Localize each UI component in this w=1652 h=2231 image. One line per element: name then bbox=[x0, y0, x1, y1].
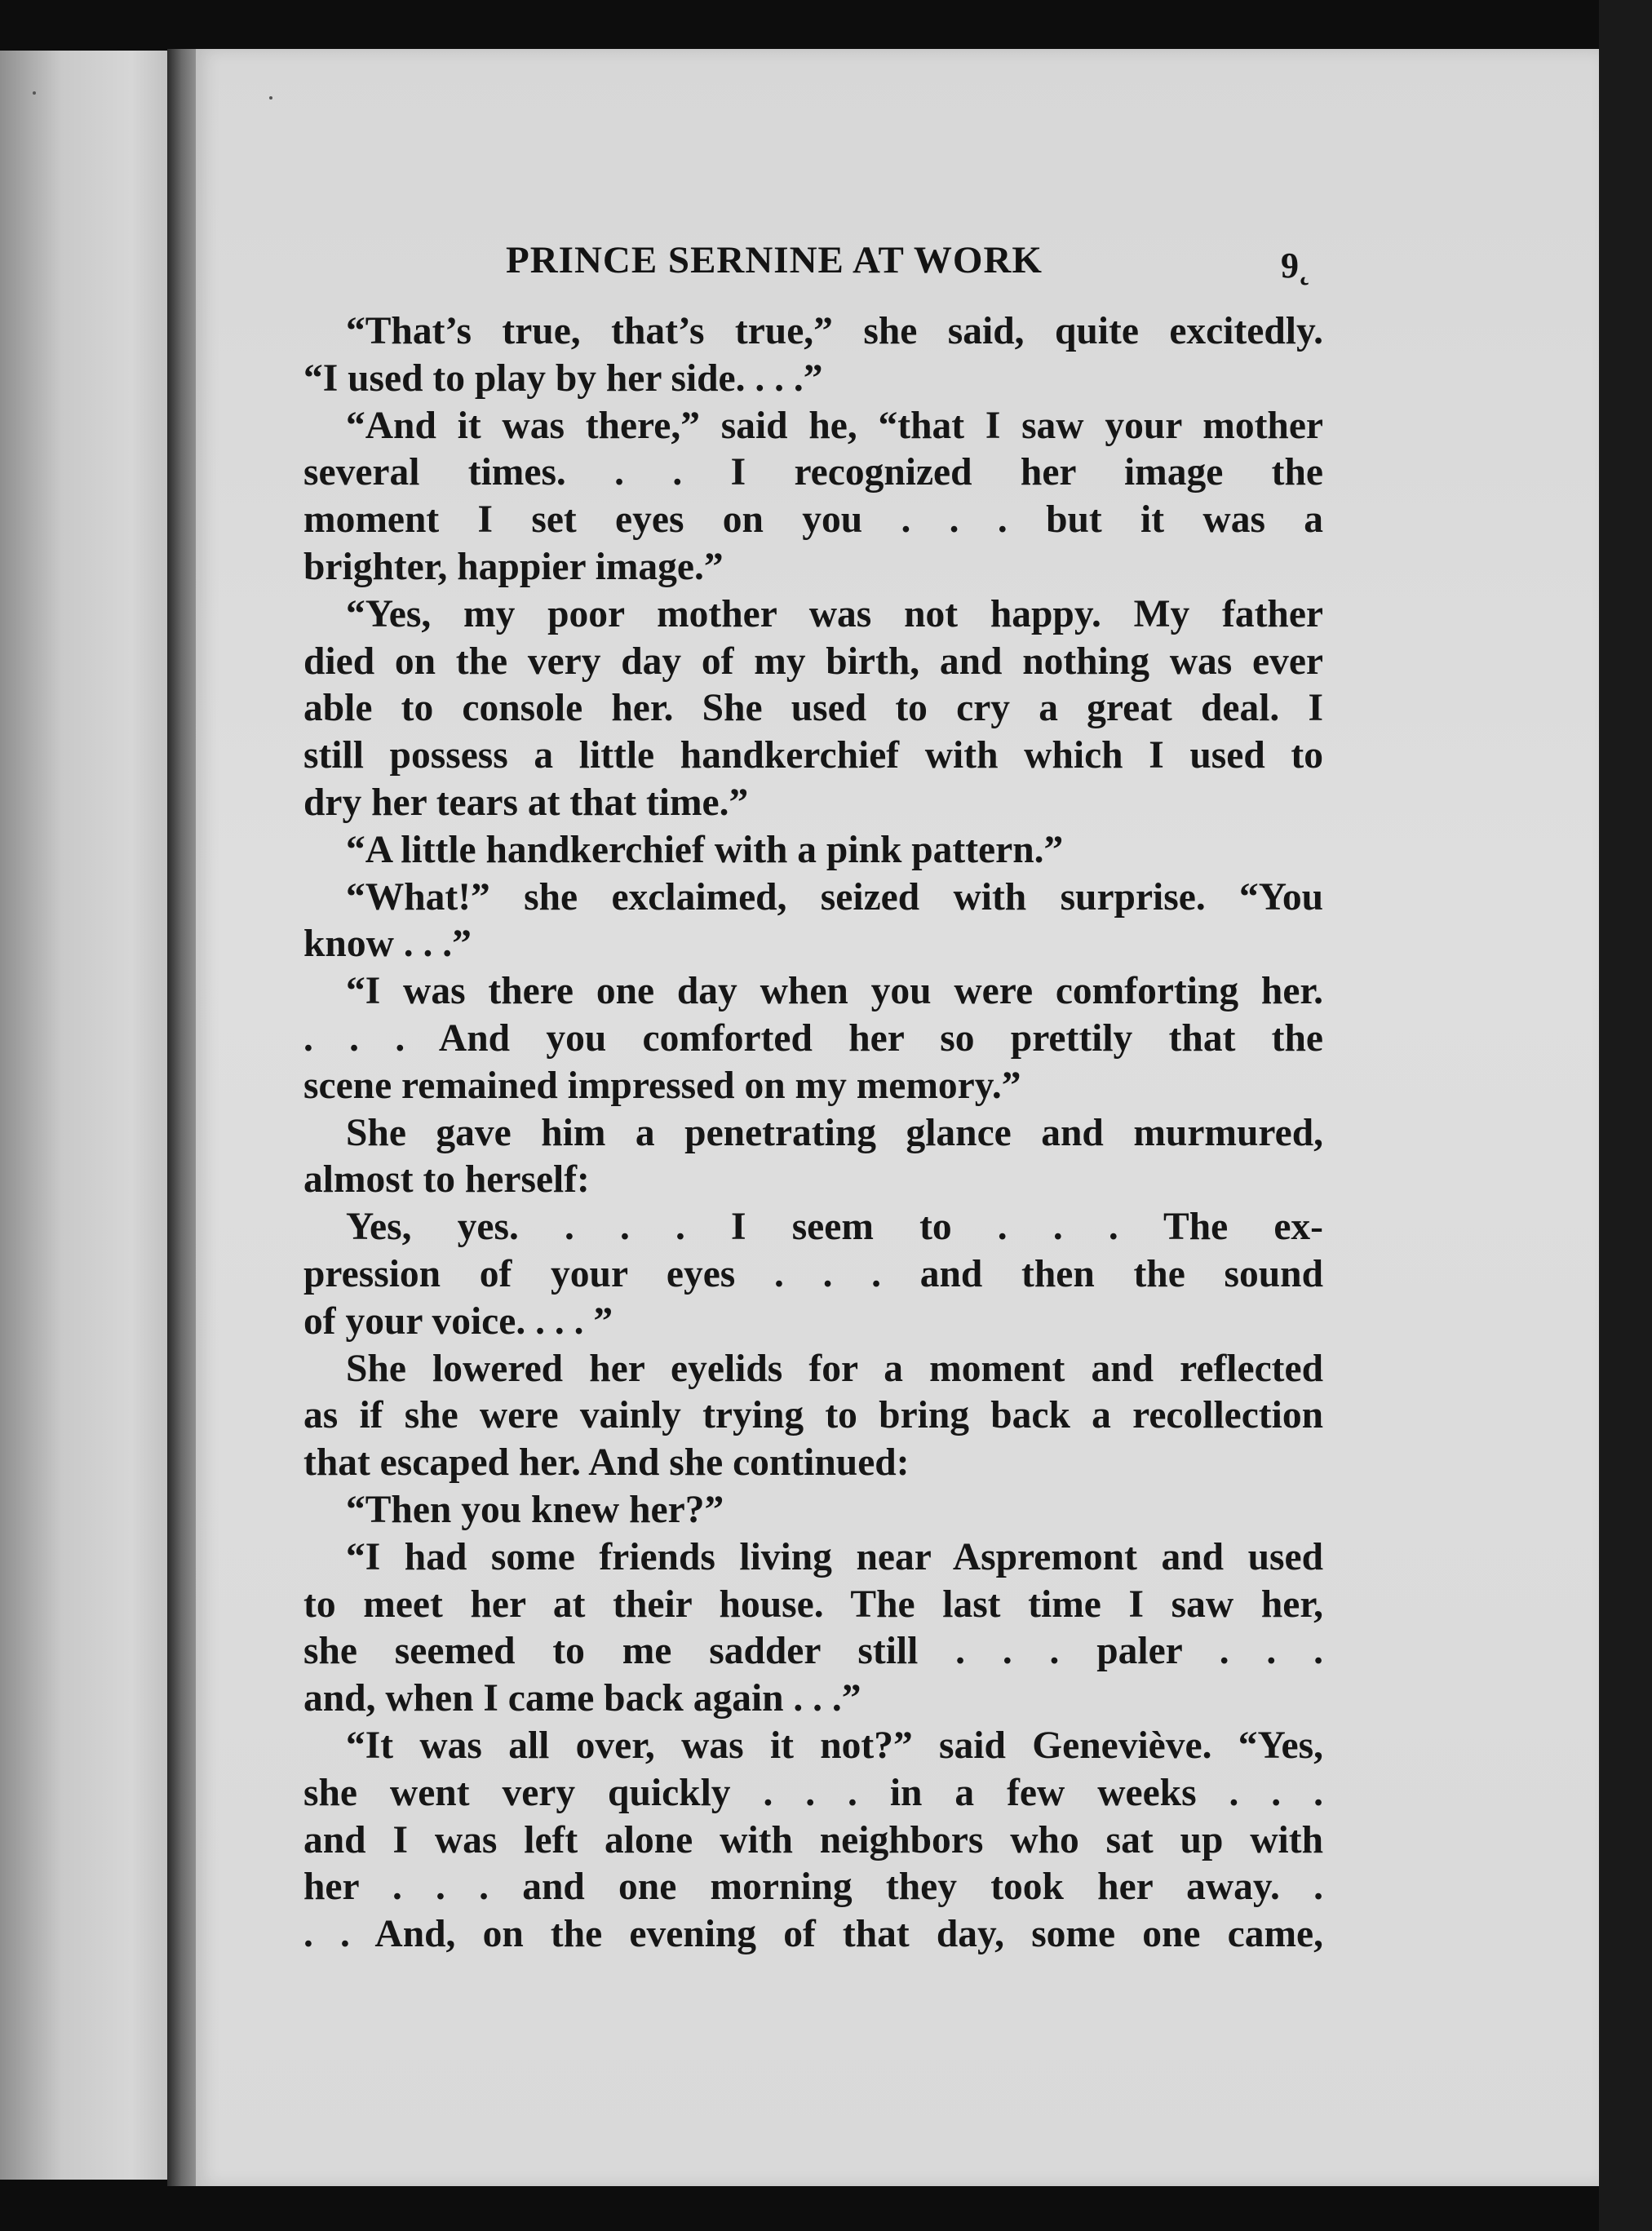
text-line: she went very quickly . . . in a few weeks . . . bbox=[303, 1771, 1323, 1814]
text-line: know . . .” bbox=[303, 923, 472, 966]
dust-speck bbox=[269, 96, 272, 100]
text-line: . . . And you comforted her so prettily that the bbox=[303, 1016, 1323, 1060]
text-line: Yes, yes. . . . I seem to . . . The ex- bbox=[346, 1206, 1323, 1249]
text-line: “That’s true, that’s true,” she said, quite excitedly. bbox=[346, 310, 1323, 352]
text-line: She gave him a penetrating glance and murmured, bbox=[346, 1111, 1323, 1154]
text-line: “A little handkerchief with a pink pattern.” bbox=[346, 828, 1064, 871]
text-line: “I used to play by her side. . . .” bbox=[303, 356, 823, 400]
running-head: PRINCE SERNINE AT WORK bbox=[506, 239, 1043, 281]
text-line: several times. . . I recognized her image the bbox=[303, 451, 1323, 494]
text-line: her . . . and one morning they took her away. . bbox=[303, 1866, 1323, 1909]
text-line: “What!” she exclaimed, seized with surprise. “You bbox=[346, 875, 1323, 919]
text-line: died on the very day of my birth, and nothing was ever bbox=[303, 640, 1323, 683]
text-line: “It was all over, was it not?” said Geneviève. “Yes, bbox=[346, 1724, 1323, 1767]
text-line: and I was left alone with neighbors who sat up with bbox=[303, 1818, 1323, 1861]
text-line: moment I set eyes on you . . . but it was a bbox=[303, 498, 1323, 542]
text-line: “I was there one day when you were comforting her. bbox=[346, 970, 1323, 1013]
page-number: 9˛ bbox=[1281, 246, 1311, 286]
text-line: almost to herself: bbox=[303, 1158, 590, 1202]
text-line: “I had some friends living near Aspremont and used bbox=[346, 1535, 1323, 1578]
previous-page-edge bbox=[0, 51, 175, 2180]
text-line: . . And, on the evening of that day, some one came, bbox=[303, 1913, 1323, 1956]
text-line: and, when I came back again . . .” bbox=[303, 1677, 861, 1720]
text-line: brighter, happier image.” bbox=[303, 545, 724, 588]
text-line: scene remained impressed on my memory.” bbox=[303, 1064, 1021, 1107]
book-binding-shadow bbox=[167, 49, 200, 2186]
text-line: dry her tears at that time.” bbox=[303, 781, 749, 824]
text-line: she seemed to me sadder still . . . paler . . . bbox=[303, 1630, 1323, 1673]
body-text bbox=[303, 308, 1323, 1959]
text-line: that escaped her. And she continued: bbox=[303, 1441, 910, 1485]
dust-speck bbox=[33, 91, 36, 95]
text-line: pression of your eyes . . . and then the sound bbox=[303, 1252, 1323, 1295]
text-line: as if she were vainly trying to bring back a recollection bbox=[303, 1394, 1323, 1437]
text-line: She lowered her eyelids for a moment and reflected bbox=[346, 1347, 1323, 1390]
text-line: to meet her at their house. The last time I saw her, bbox=[303, 1583, 1323, 1626]
text-line: “And it was there,” said he, “that I saw your mother bbox=[346, 404, 1323, 447]
text-line: of your voice. . . . ” bbox=[303, 1299, 613, 1343]
text-line: “Yes, my poor mother was not happy. My father bbox=[346, 592, 1323, 635]
text-line: able to console her. She used to cry a great deal. I bbox=[303, 687, 1323, 730]
text-line: “Then you knew her?” bbox=[346, 1488, 724, 1531]
text-line: still possess a little handkerchief with which I used to bbox=[303, 734, 1323, 777]
scan-border-right bbox=[1599, 0, 1652, 2231]
